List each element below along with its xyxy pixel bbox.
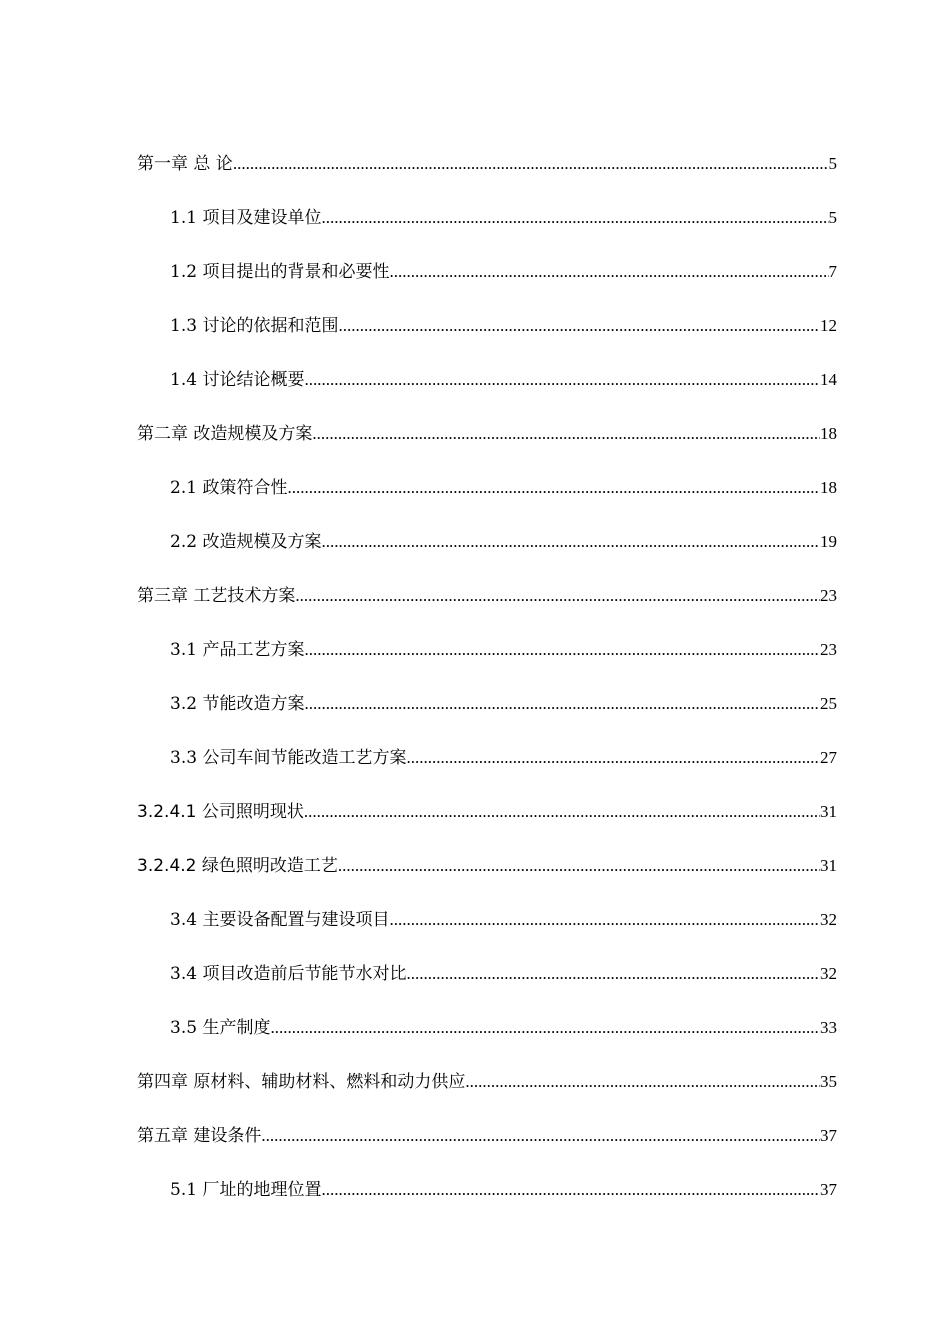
toc-entry-title: 1.1 项目及建设单位	[170, 208, 322, 228]
toc-entry-page-number: 25	[820, 694, 837, 713]
toc-entry[interactable]	[137, 1062, 837, 1116]
toc-entry-title: 第二章 改造规模及方案	[137, 424, 313, 444]
toc-entry-title: 5.1 厂址的地理位置	[170, 1180, 322, 1200]
toc-entry-page-number: 14	[820, 370, 837, 389]
toc-entry-title: 3.2 节能改造方案	[170, 694, 305, 714]
toc-entry-page-number: 27	[820, 748, 837, 767]
toc-entry-title: 1.3 讨论的依据和范围	[170, 316, 339, 336]
toc-entry-page-number: 12	[820, 316, 837, 335]
dot-leader	[389, 252, 828, 292]
toc-entry-title: 3.1 产品工艺方案	[170, 640, 305, 660]
toc-entry-page-number: 23	[820, 586, 837, 605]
dot-leader	[465, 1062, 820, 1102]
toc-entry[interactable]	[137, 414, 837, 468]
toc-entry-title: 3.2.4.1 公司照明现状	[137, 802, 304, 822]
dot-leader	[321, 522, 820, 562]
toc-entry-title: 3.4 主要设备配置与建设项目	[170, 910, 390, 930]
toc-entry-page-number: 19	[820, 532, 837, 551]
toc-entry[interactable]	[137, 306, 837, 360]
toc-entry-title: 2.2 改造规模及方案	[170, 532, 322, 552]
toc-entry-title: 1.4 讨论结论概要	[170, 370, 305, 390]
toc-entry-title: 2.1 政策符合性	[170, 478, 288, 498]
dot-leader	[270, 1008, 820, 1048]
toc-entry-title: 3.3 公司车间节能改造工艺方案	[170, 748, 407, 768]
toc-entry-page-number: 33	[820, 1018, 837, 1037]
toc-entry-title: 第三章 工艺技术方案	[137, 586, 296, 606]
dot-leader	[389, 900, 820, 940]
dot-leader	[295, 576, 820, 616]
toc-entry-page-number: 7	[828, 262, 837, 281]
dot-leader	[304, 360, 820, 400]
toc-entry-title: 第四章 原材料、辅助材料、燃料和动力供应	[137, 1072, 466, 1092]
dot-leader	[406, 954, 820, 994]
toc-entry-page-number: 35	[820, 1072, 837, 1091]
toc-entry-title: 3.2.4.2 绿色照明改造工艺	[137, 856, 338, 876]
toc-entry-page-number: 32	[820, 910, 837, 929]
toc-entry-title: 1.2 项目提出的背景和必要性	[170, 262, 390, 282]
toc-entry-page-number: 5	[828, 154, 837, 173]
toc-entry-page-number: 31	[820, 856, 837, 875]
dot-leader	[338, 846, 820, 886]
toc-entry[interactable]	[137, 684, 837, 738]
toc-entry[interactable]	[137, 792, 837, 846]
toc-entry[interactable]	[137, 954, 837, 1008]
toc-entry-title: 3.5 生产制度	[170, 1018, 271, 1038]
dot-leader	[338, 306, 820, 346]
toc-entry-page-number: 37	[820, 1126, 837, 1145]
dot-leader	[304, 684, 820, 724]
toc-entry-title: 第五章 建设条件	[137, 1126, 262, 1146]
toc-entry[interactable]	[137, 252, 837, 306]
toc-entry[interactable]	[137, 1116, 837, 1170]
toc-entry-page-number: 18	[820, 478, 837, 497]
toc-entry[interactable]	[137, 1008, 837, 1062]
toc-entry-page-number: 18	[820, 424, 837, 443]
dot-leader	[287, 468, 820, 508]
toc-entry-page-number: 32	[820, 964, 837, 983]
toc-entry[interactable]	[137, 198, 837, 252]
dot-leader	[321, 1170, 820, 1210]
toc-entry[interactable]	[137, 576, 837, 630]
table-of-contents	[137, 144, 837, 1224]
dot-leader	[233, 144, 829, 184]
toc-entry[interactable]	[137, 738, 837, 792]
toc-entry[interactable]	[137, 144, 837, 198]
dot-leader	[261, 1116, 820, 1156]
toc-entry[interactable]	[137, 468, 837, 522]
toc-entry-page-number: 5	[828, 208, 837, 227]
toc-entry-page-number: 31	[820, 802, 837, 821]
toc-entry[interactable]	[137, 360, 837, 414]
toc-entry-title: 第一章 总 论	[137, 154, 233, 174]
toc-entry-page-number: 23	[820, 640, 837, 659]
toc-entry[interactable]	[137, 846, 837, 900]
toc-entry[interactable]	[137, 1170, 837, 1224]
dot-leader	[406, 738, 820, 778]
dot-leader	[312, 414, 820, 454]
toc-entry-title: 3.4 项目改造前后节能节水对比	[170, 964, 407, 984]
toc-entry[interactable]	[137, 900, 837, 954]
toc-entry[interactable]	[137, 630, 837, 684]
dot-leader	[304, 630, 820, 670]
toc-entry[interactable]	[137, 522, 837, 576]
dot-leader	[321, 198, 828, 238]
dot-leader	[304, 792, 820, 832]
toc-entry-page-number: 37	[820, 1180, 837, 1199]
